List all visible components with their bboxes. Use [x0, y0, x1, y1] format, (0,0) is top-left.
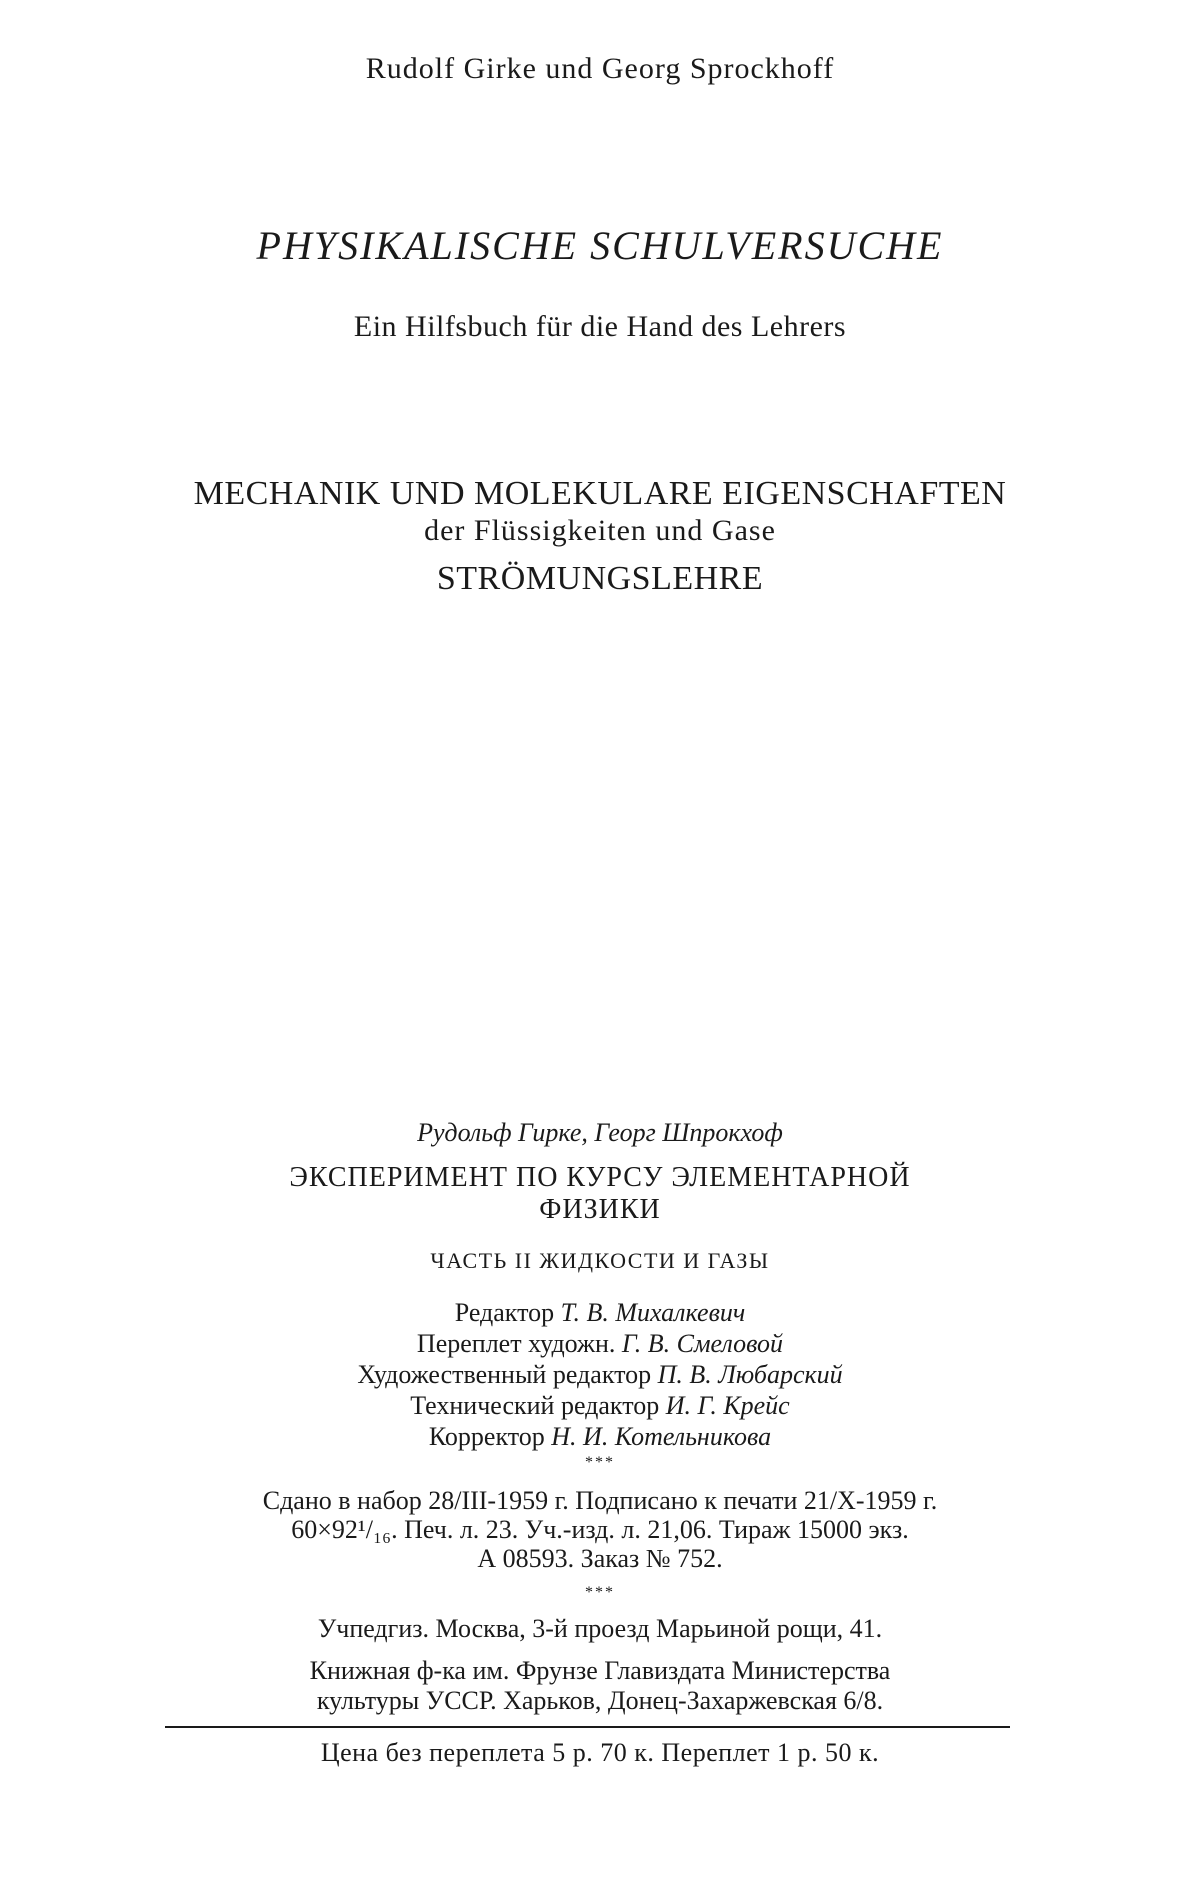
credit-role: Переплет художн. — [416, 1329, 616, 1358]
german-title: PHYSIKALISCHE SCHULVERSUCHE — [256, 223, 944, 268]
russian-part: ЧАСТЬ II ЖИДКОСТИ И ГАЗЫ — [430, 1248, 770, 1273]
german-authors: Rudolf Girke und Georg Sprockhoff — [365, 52, 835, 85]
russian-title-line-2: ФИЗИКИ — [539, 1194, 661, 1225]
credit-role: Редактор — [454, 1298, 555, 1327]
imprint-line-1: Сдано в набор 28/III-1959 г. Подписано к печати 21/X-1959 г. — [262, 1486, 938, 1515]
credit-row — [0, 1421, 1200, 1452]
publisher-address: Учпедгиз. Москва, 3-й проезд Марьиной рощи, 41. — [317, 1614, 883, 1643]
credit-name: Т. В. Михалкевич — [560, 1298, 746, 1327]
credit-name: Н. И. Котельникова — [551, 1422, 772, 1451]
printer-line-1: Книжная ф-ка им. Фрунзе Главиздата Министерства — [309, 1656, 891, 1685]
credit-row — [0, 1359, 1200, 1390]
credit-role: Художественный редактор — [357, 1360, 652, 1389]
german-part-line-2: der Flüssigkeiten und Gase — [424, 514, 776, 547]
russian-title-line-1: ЭКСПЕРИМЕНТ ПО КУРСУ ЭЛЕМЕНТАРНОЙ — [289, 1162, 911, 1193]
imprint-line-3: А 08593. Заказ № 752. — [477, 1544, 723, 1573]
credit-row — [0, 1390, 1200, 1421]
credit-role: Технический редактор — [410, 1391, 660, 1420]
credit-name: И. Г. Крейс — [665, 1391, 790, 1420]
german-part-line-3: STRÖMUNGSLEHRE — [436, 560, 764, 597]
price-line: Цена без переплета 5 р. 70 к. Переплет 1 р. 50 к. — [320, 1738, 880, 1767]
german-subtitle: Ein Hilfsbuch für die Hand des Lehrers — [353, 310, 847, 343]
credit-name: Г. В. Смеловой — [621, 1329, 784, 1358]
separator-stars: *** — [585, 1454, 615, 1471]
imprint-block — [0, 1486, 1200, 1573]
credit-name: П. В. Любарский — [657, 1360, 843, 1389]
credit-role: Корректор — [428, 1422, 545, 1451]
credit-row — [0, 1328, 1200, 1359]
printer-block — [0, 1656, 1200, 1716]
russian-authors: Рудольф Гирке, Георг Шпрокхоф — [417, 1118, 783, 1147]
german-part-line-1: MECHANIK UND MOLEKULARE EIGENSCHAFTEN — [193, 475, 1007, 512]
printer-line-2: культуры УССР. Харьков, Донец-Захаржевская 6/8. — [316, 1686, 884, 1715]
separator-stars: *** — [585, 1584, 615, 1601]
horizontal-rule — [165, 1726, 1010, 1728]
credit-row — [0, 1297, 1200, 1328]
credits-block — [0, 1297, 1200, 1452]
imprint-line-2: 60×92¹/₁₆. Печ. л. 23. Уч.-изд. л. 21,06. Тираж 15000 экз. — [291, 1515, 909, 1544]
